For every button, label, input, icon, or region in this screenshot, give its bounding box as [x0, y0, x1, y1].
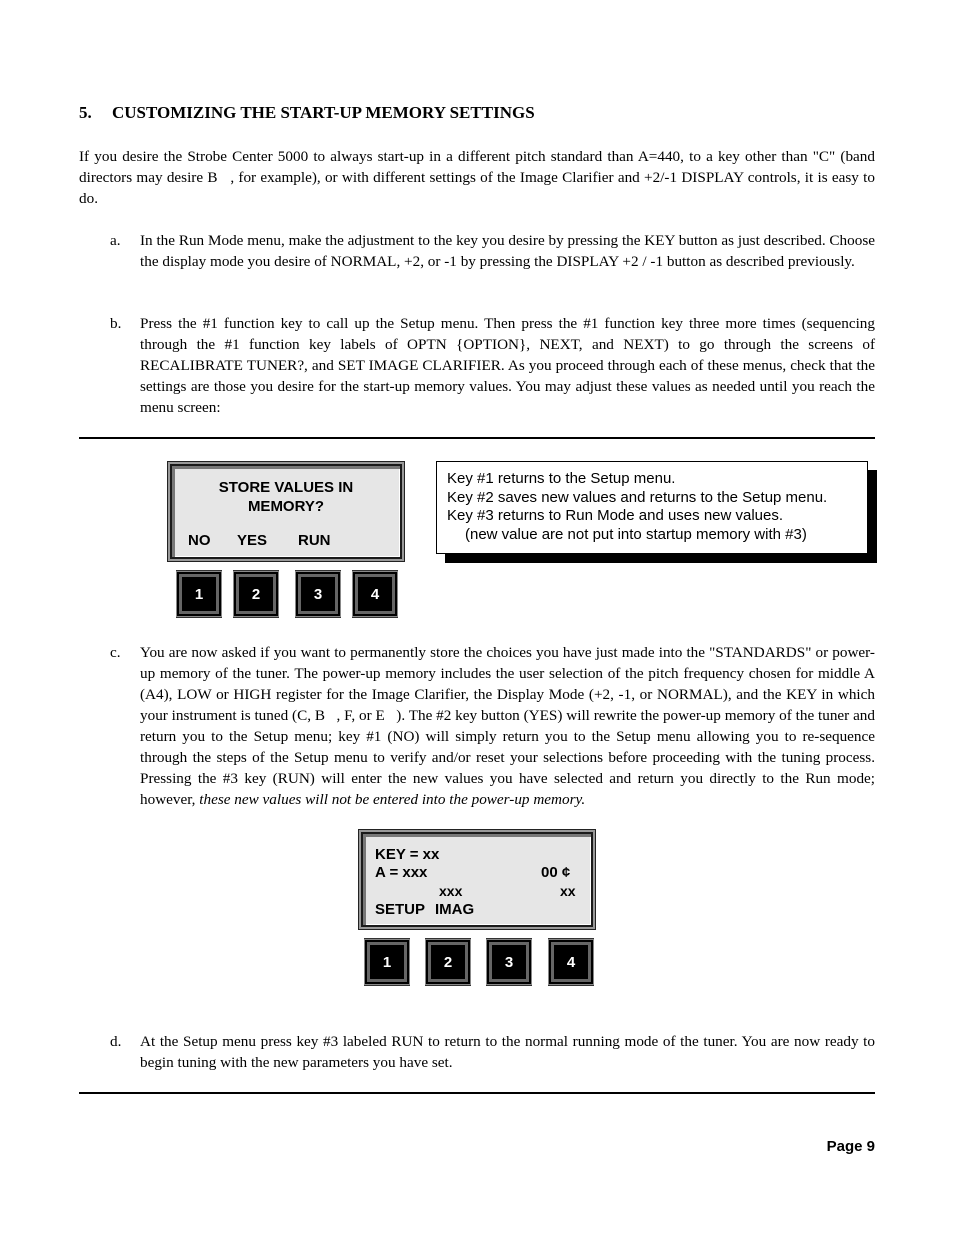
list-item-text-main: You are now asked if you want to permanently store the choices you have just made into the "STANDARDS" or power-up memory of the tuner. The power-up memory includes the user selection of the pitch frequency chosen for middle A (A4), LOW or HIGH register for the Image Clarifier, the Display Mode (+2, -1, or NORMAL), and the KEY in which your instrument is tuned (C, B , F, or E ). The #2 key button (YES) will rewrite the power-up memory of the tuner and return you to the Setup menu; key #1 (NO) will simply return you to the Setup menu allowing you to re-sequence through the steps of the Setup menu to verify and/or reset your selections before proceeding with the tuning process. Pressing the #3 key (RUN) will enter the new values you have selected and return you directly to the Run mode; however,	[140, 644, 875, 808]
function-key-4[interactable]	[352, 570, 398, 618]
softkey-label-setup: SETUP	[375, 901, 426, 918]
list-item-text: Press the #1 function key to call up the Setup menu. Then press the #1 function key three more times (sequencing through the #1 function key labels of OPTN {OPTION}, NEXT, and NEXT) to go through the screens of RECALIBRATE TUNER?, and SET IMAGE CLARIFIER. As you proceed through each of these menus, check that the settings are those you desire for the start-up memory values. You may adjust these values as needed until you reach the menu screen:	[140, 315, 875, 416]
lcd-xxx: xxx	[439, 883, 463, 899]
list-item-b	[110, 313, 875, 418]
key-label: 2	[234, 572, 278, 616]
lcd-screen	[361, 832, 593, 927]
intro-paragraph: If you desire the Strobe Center 5000 to always start-up in a different pitch standard than A=440, to a key other than "C" (band directors may desire B , for example), or with different settings of the Image Clarifier and +2/-1 DISPLAY controls, it is easy to do.	[79, 148, 875, 207]
key-label: 2	[426, 940, 470, 984]
store-values-display	[167, 461, 405, 562]
list-item-label: b.	[110, 315, 122, 332]
lcd-xx: xx	[560, 883, 576, 899]
run-mode-display	[358, 829, 596, 930]
lcd-key-readout: KEY = xx	[375, 846, 440, 863]
function-key-4[interactable]	[548, 938, 594, 986]
function-key-2[interactable]	[425, 938, 471, 986]
softkey-label-run: RUN	[298, 532, 331, 549]
key-label: 3	[487, 940, 531, 984]
list-item-text	[140, 642, 875, 810]
function-key-3[interactable]	[486, 938, 532, 986]
page-number: Page 9	[826, 1138, 875, 1155]
softkey-label-no: NO	[188, 532, 211, 549]
note-line-3: Key #3 returns to Run Mode and uses new values.	[447, 507, 784, 524]
function-key-1[interactable]	[364, 938, 410, 986]
list-item-c	[110, 642, 875, 810]
lcd-a-readout: A = xxx	[375, 864, 428, 881]
section-heading	[79, 103, 535, 123]
key-label: 4	[549, 940, 593, 984]
list-item-text-italic: these new values will not be entered into the power-up memory.	[199, 791, 586, 808]
section-title: CUSTOMIZING THE START-UP MEMORY SETTINGS	[112, 103, 535, 122]
lcd-message	[172, 478, 400, 516]
function-key-1[interactable]	[176, 570, 222, 618]
key-label: 3	[296, 572, 340, 616]
list-item-a	[110, 230, 875, 272]
softkey-label-imag: IMAG	[435, 901, 475, 918]
note-line-4: (new value are not put into startup memory with #3)	[465, 525, 807, 543]
list-item-label: a.	[110, 232, 121, 249]
list-item-d	[110, 1031, 875, 1073]
note-line-1: Key #1 returns to the Setup menu.	[447, 470, 676, 487]
key-note-box	[436, 461, 868, 554]
list-item-label: d.	[110, 1033, 122, 1050]
note-line-2: Key #2 saves new values and returns to the Setup menu.	[447, 488, 828, 506]
list-item-text: In the Run Mode menu, make the adjustment to the key you desire by pressing the KEY button as just described. Choose the display mode you desire of NORMAL, +2, or -1 by pressing the DISPLAY +2 / -1 button as described previously.	[140, 232, 875, 270]
list-item-label: c.	[110, 644, 121, 661]
lcd-screen	[170, 464, 402, 559]
list-item-text: At the Setup menu press key #3 labeled RUN to return to the normal running mode of the tuner. You are now ready to begin tuning with the new parameters you have set.	[140, 1033, 875, 1071]
lcd-cents-readout: 00 ¢	[541, 864, 571, 881]
key-label: 1	[177, 572, 221, 616]
section-number: 5.	[79, 103, 92, 122]
lcd-line-2: MEMORY?	[247, 498, 325, 515]
key-label: 1	[365, 940, 409, 984]
horizontal-rule	[79, 1092, 875, 1094]
lcd-line-1: STORE VALUES IN	[218, 479, 354, 496]
softkey-label-yes: YES	[237, 532, 268, 549]
function-key-2[interactable]	[233, 570, 279, 618]
function-key-3[interactable]	[295, 570, 341, 618]
key-label: 4	[353, 572, 397, 616]
horizontal-rule	[79, 437, 875, 439]
